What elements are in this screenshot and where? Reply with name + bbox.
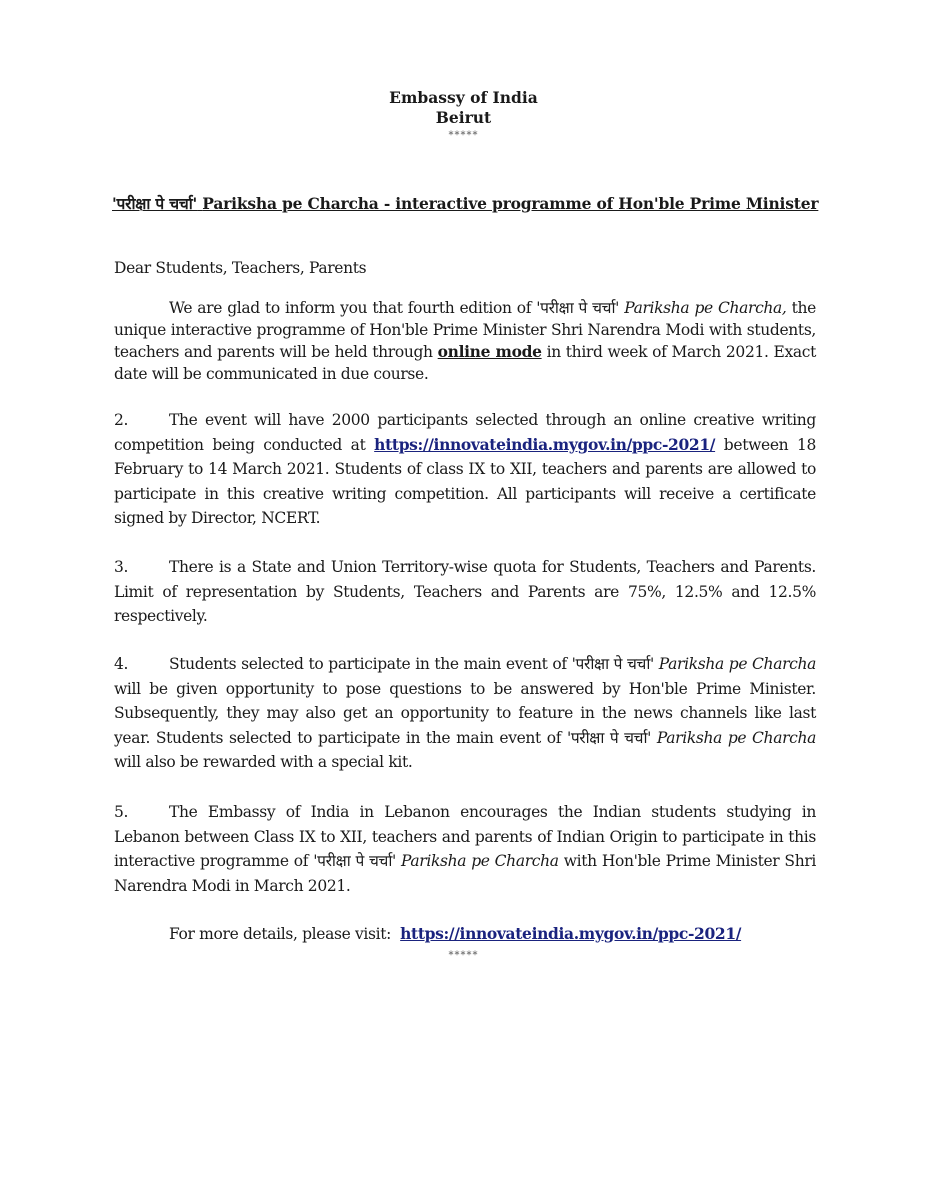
para4-italic-title-1: Pariksha pe Charcha xyxy=(658,655,816,673)
embassy-name: Embassy of India xyxy=(389,88,538,107)
title-english: Pariksha pe Charcha - interactive programme of Hon'ble Prime Minister xyxy=(202,194,819,213)
paragraph-4 xyxy=(114,652,816,775)
paragraph-2 xyxy=(114,408,816,531)
paragraph-3 xyxy=(114,555,816,629)
para1-italic-title: Pariksha pe Charcha, xyxy=(624,299,787,317)
online-mode-emphasis: online mode xyxy=(437,342,542,361)
header-separator: ***** xyxy=(448,130,479,141)
para4-text-a: Students selected to participate in the main event of 'परीक्षा पे चर्चा' xyxy=(169,655,659,673)
para3-text: There is a State and Union Territory-wise quota for Students, Teachers and Parents. Limit of representation by Students, Teachers and Parents are 75%, 12.5% and 12.5% respectively. xyxy=(114,558,816,625)
para1-text-a: We are glad to inform you that fourth edition of 'परीक्षा पे चर्चा' xyxy=(169,299,625,317)
ppc-link[interactable]: https://innovateindia.mygov.in/ppc-2021/ xyxy=(374,434,716,454)
para4-italic-title-2: Pariksha pe Charcha xyxy=(656,728,816,747)
para2-text-b: between 18 February to 14 March 2021. Students of class IX to XII, teachers and parents are allowed to participate in this creative writing competition. All participants will receive a certificate signed by Director, NCERT. xyxy=(114,435,816,527)
salutation: Dear Students, Teachers, Parents xyxy=(114,259,367,277)
paragraph-1 xyxy=(114,298,816,385)
paragraph-5 xyxy=(114,800,816,898)
para4-text-c: will be given opportunity to pose questions to be answered by Hon'ble Prime Minister. Subsequently, they may also get an opportunity to feature in the news channels like last year. Students selected to participate in the main event of 'परीक्षा पे चर्चा' xyxy=(114,679,816,747)
para5-number: 5. xyxy=(114,803,129,821)
document-title xyxy=(112,192,819,214)
para5-text-a: The Embassy of India in Lebanon encourages the Indian students studying in Lebanon between Class IX to XII, teachers and parents of Indian Origin to participate in this interactive programme of 'परीक्षा पे चर्चा' xyxy=(114,803,816,870)
footer-separator: ***** xyxy=(448,950,479,961)
para3-number: 3. xyxy=(114,558,129,576)
para4-text-e: will also be rewarded with a special kit. xyxy=(114,753,413,771)
para5-text-c: with Hon'ble Prime Minister Shri Narendra Modi in March 2021. xyxy=(114,852,817,895)
footer-line xyxy=(114,922,816,947)
para2-number: 2. xyxy=(114,411,129,429)
para4-number: 4. xyxy=(114,655,129,673)
para1-text-e: in third week of March 2021. Exact date will be communicated in due course. xyxy=(114,343,816,383)
para2-text-a: The event will have 2000 participants selected through an online creative writing competition being conducted at xyxy=(114,411,816,454)
title-hindi: 'परीक्षा पे चर्चा' xyxy=(112,194,198,213)
para1-text-c: the unique interactive programme of Hon'ble Prime Minister Shri Narendra Modi with students, teachers and parents will be held through xyxy=(114,299,816,361)
para5-italic-title: Pariksha pe Charcha xyxy=(401,852,559,870)
footer-ppc-link[interactable]: https://innovateindia.mygov.in/ppc-2021/ xyxy=(400,924,742,943)
embassy-city: Beirut xyxy=(435,108,492,127)
footer-label: For more details, please visit: xyxy=(169,925,401,943)
